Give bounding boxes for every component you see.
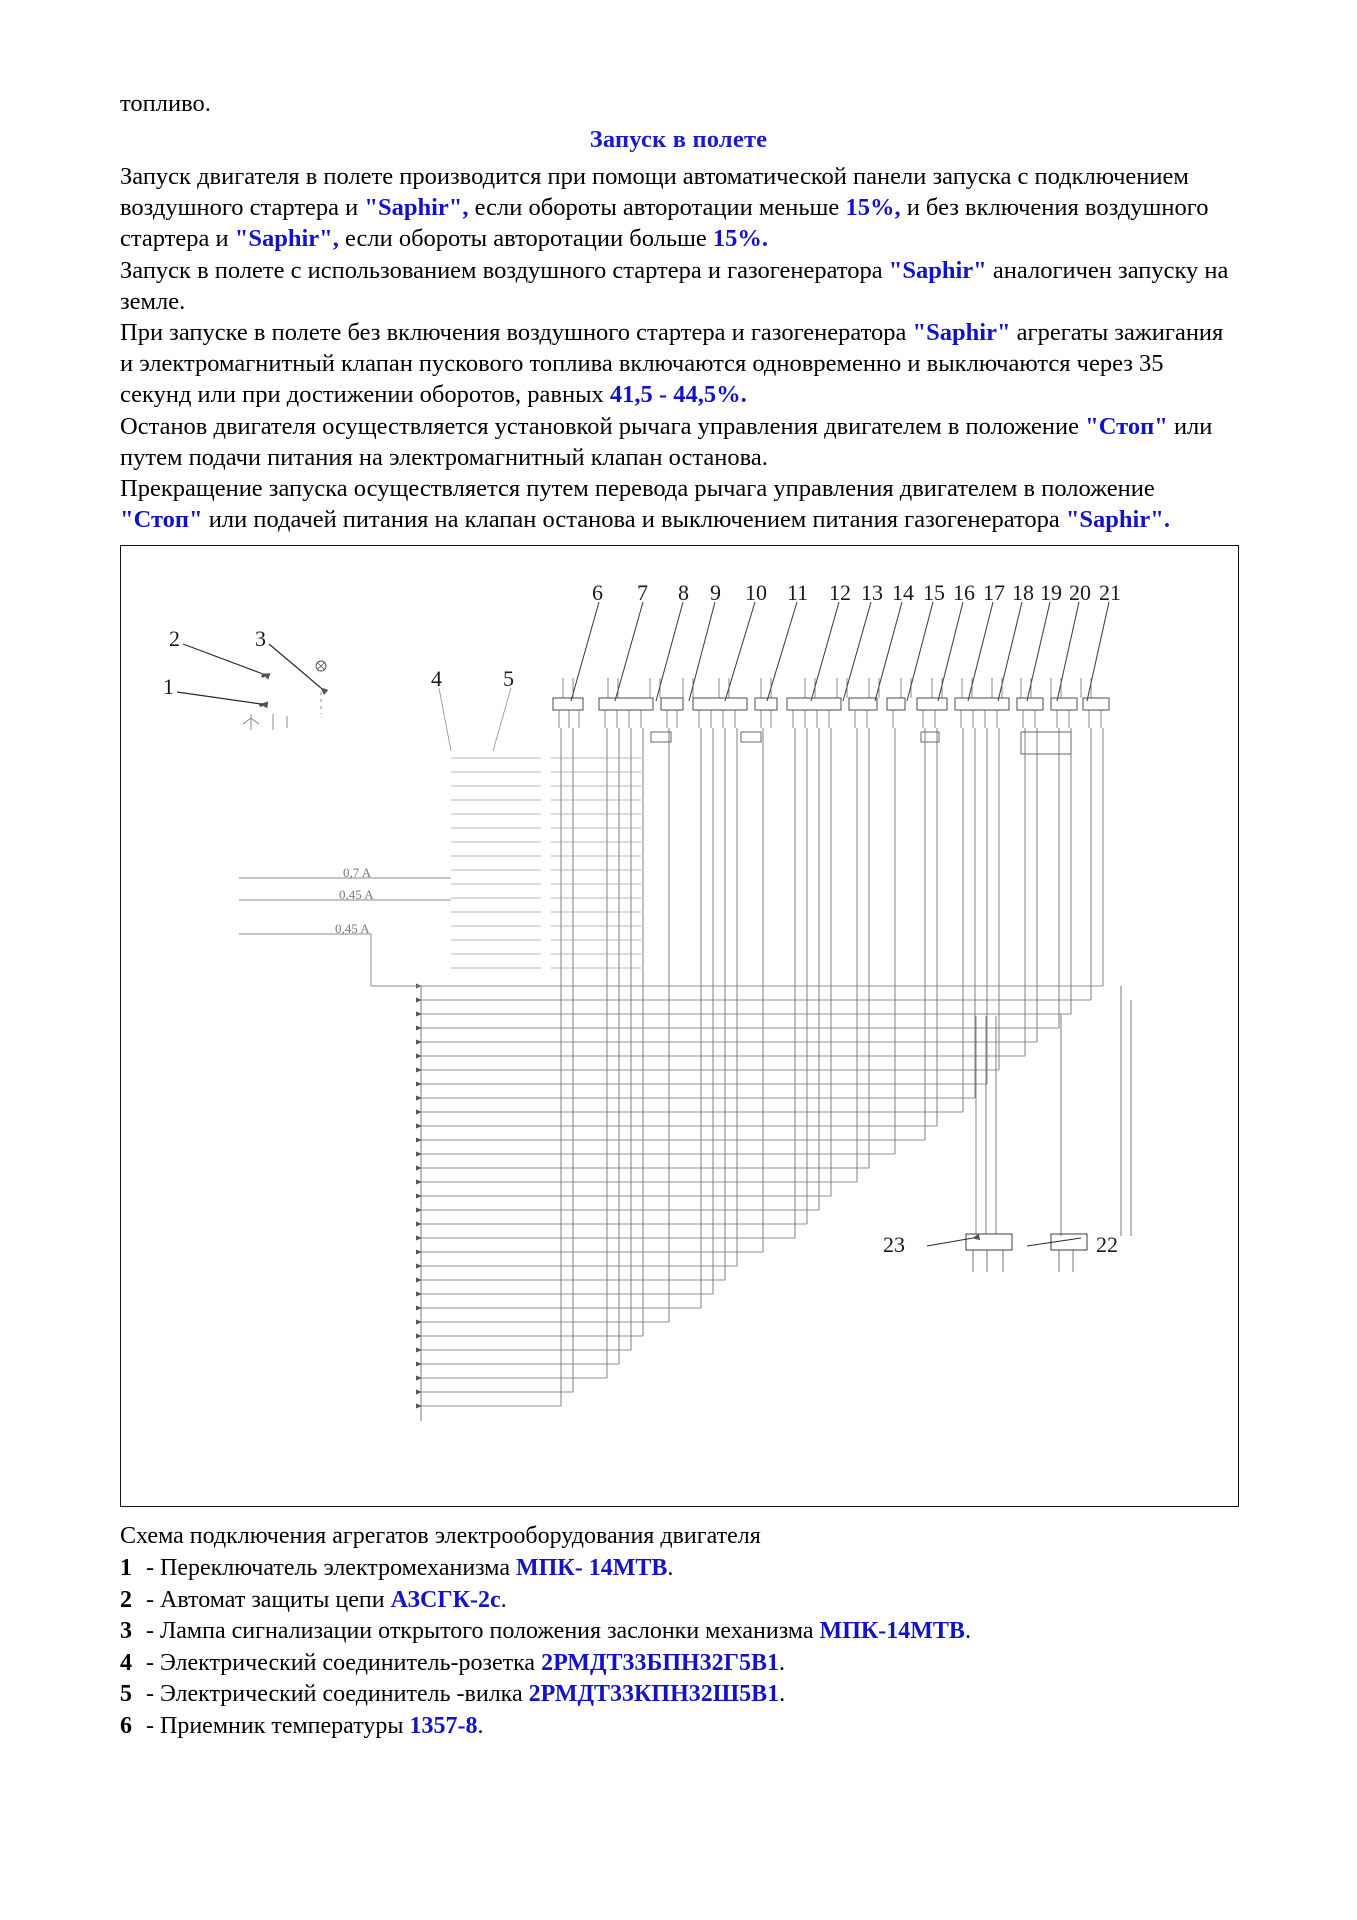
wiring-diagram-figure xyxy=(120,545,1239,1507)
legend-number: 2 xyxy=(120,1586,132,1613)
emphasis-term: "Saphir", xyxy=(364,194,469,222)
callout-label-17: 17 xyxy=(983,580,1005,606)
emphasis-term: "Стоп" xyxy=(1085,412,1168,440)
legend-text: - Лампа сигнализации открытого положения заслонки механизма xyxy=(146,1618,820,1645)
callout-label-3: 3 xyxy=(255,626,266,652)
legend-list xyxy=(120,1553,1237,1742)
emphasis-term: "Saphir" xyxy=(912,319,1011,347)
wiring-schematic-drawing xyxy=(121,546,1238,1506)
legend-tail: . xyxy=(964,1618,971,1645)
callout-label-23: 23 xyxy=(883,1232,905,1258)
callout-label-22: 22 xyxy=(1096,1232,1118,1258)
body-text-run: или путем подачи питания на электромагнитный клапан останова. xyxy=(120,412,1213,471)
callout-label-14: 14 xyxy=(892,580,914,606)
legend-item-1 xyxy=(120,1553,1237,1585)
paragraph-5 xyxy=(120,473,1237,535)
callout-label-13: 13 xyxy=(861,580,883,606)
paragraph-2 xyxy=(120,255,1237,317)
emphasis-term: "Saphir". xyxy=(1065,506,1170,534)
legend-number: 1 xyxy=(120,1555,132,1582)
legend-code: МПК- 14МТВ xyxy=(515,1555,668,1582)
callout-label-11: 11 xyxy=(787,580,809,606)
emphasis-term: "Saphir", xyxy=(234,225,339,253)
body-text-run: если обороты авторотации меньше xyxy=(468,194,846,222)
body-text-run: если обороты авторотации больше xyxy=(338,225,713,253)
legend-item-5 xyxy=(120,1679,1237,1711)
body-text-run: Запуск двигателя в полете производится при помощи автоматической панели запуска с подключением воздушного стартера и xyxy=(120,163,1189,222)
body-text-run: Прекращение запуска осуществляется путем перевода рычага управления двигателем в положение xyxy=(120,475,1155,503)
emphasis-term: "Saphir" xyxy=(888,256,987,284)
paragraph-4 xyxy=(120,411,1237,473)
body-text-run: При запуске в полете без включения воздушного стартера и газогенератора xyxy=(120,319,913,347)
body-text-run: аналогичен запуску на земле. xyxy=(120,256,1229,315)
wire-gauge-label-2: 0,45 A xyxy=(339,887,374,903)
legend-code: АЗСГК-2с xyxy=(390,1586,501,1613)
legend-code: 2РМДТ33БПН32Г5В1 xyxy=(541,1649,779,1676)
legend-text: - Электрический соединитель -вилка xyxy=(146,1681,529,1708)
body-text-run: и без включения воздушного стартера и xyxy=(120,194,1209,253)
legend-text: - Приемник температуры xyxy=(146,1712,410,1739)
callout-label-2: 2 xyxy=(169,626,180,652)
legend-item-2 xyxy=(120,1585,1237,1617)
callout-label-16: 16 xyxy=(953,580,975,606)
legend-number: 4 xyxy=(120,1649,132,1676)
emphasis-term: 15%, xyxy=(845,194,901,222)
body-text-run: агрегаты зажигания и электромагнитный клапан пускового топлива включаются одновременно и выключаются через 35 секунд или при достижении оборотов, равных xyxy=(120,319,1224,409)
wire-gauge-label-1: 0,7 A xyxy=(343,865,372,881)
callout-label-5: 5 xyxy=(503,666,514,692)
legend-item-6 xyxy=(120,1711,1237,1743)
legend-tail: . xyxy=(477,1712,484,1739)
legend-number: 6 xyxy=(120,1712,132,1739)
legend-tail: . xyxy=(500,1586,507,1613)
paragraph-1 xyxy=(120,161,1237,255)
callout-label-12: 12 xyxy=(829,580,851,606)
body-text-run: или подачей питания на клапан останова и выключением питания газогенератора xyxy=(202,506,1066,534)
callout-label-8: 8 xyxy=(678,580,689,606)
legend-code: МПК-14МТВ xyxy=(819,1618,965,1645)
callout-label-20: 20 xyxy=(1069,580,1091,606)
callout-label-10: 10 xyxy=(745,580,767,606)
callout-label-15: 15 xyxy=(923,580,945,606)
wire-gauge-label-3: 0,45 A xyxy=(335,921,370,937)
continuation-line: топливо. xyxy=(120,90,211,117)
emphasis-term: "Стоп" xyxy=(120,506,203,534)
legend-item-4 xyxy=(120,1648,1237,1680)
body-text-run: Запуск в полете с использованием воздушного стартера и газогенератора xyxy=(120,256,889,284)
legend-text: - Электрический соединитель-розетка xyxy=(146,1649,542,1676)
legend-number: 5 xyxy=(120,1681,132,1708)
legend-item-3 xyxy=(120,1616,1237,1648)
callout-label-1: 1 xyxy=(163,674,174,700)
page-title: Запуск в полете xyxy=(589,126,768,153)
figure-caption: Схема подключения агрегатов электрооборудования двигателя xyxy=(120,1523,761,1550)
legend-code: 2РМДТ33КПН32Ш5В1 xyxy=(528,1681,780,1708)
callout-label-6: 6 xyxy=(592,580,603,606)
legend-tail: . xyxy=(778,1649,785,1676)
legend-tail: . xyxy=(779,1681,786,1708)
legend-text: - Автомат защиты цепи xyxy=(146,1586,391,1613)
legend-text: - Переключатель электромеханизма xyxy=(146,1555,516,1582)
emphasis-term: 41,5 - 44,5%. xyxy=(609,381,747,409)
callout-label-21: 21 xyxy=(1099,580,1121,606)
callout-label-7: 7 xyxy=(637,580,648,606)
body-text-run: Останов двигателя осуществляется установкой рычага управления двигателем в положение xyxy=(120,412,1086,440)
emphasis-term: 15%. xyxy=(712,225,769,253)
callout-label-18: 18 xyxy=(1012,580,1034,606)
paragraph-3 xyxy=(120,317,1237,411)
legend-number: 3 xyxy=(120,1618,132,1645)
callout-label-9: 9 xyxy=(710,580,721,606)
legend-tail: . xyxy=(667,1555,674,1582)
legend-code: 1357-8 xyxy=(409,1712,478,1739)
callout-label-19: 19 xyxy=(1040,580,1062,606)
callout-label-4: 4 xyxy=(431,666,442,692)
